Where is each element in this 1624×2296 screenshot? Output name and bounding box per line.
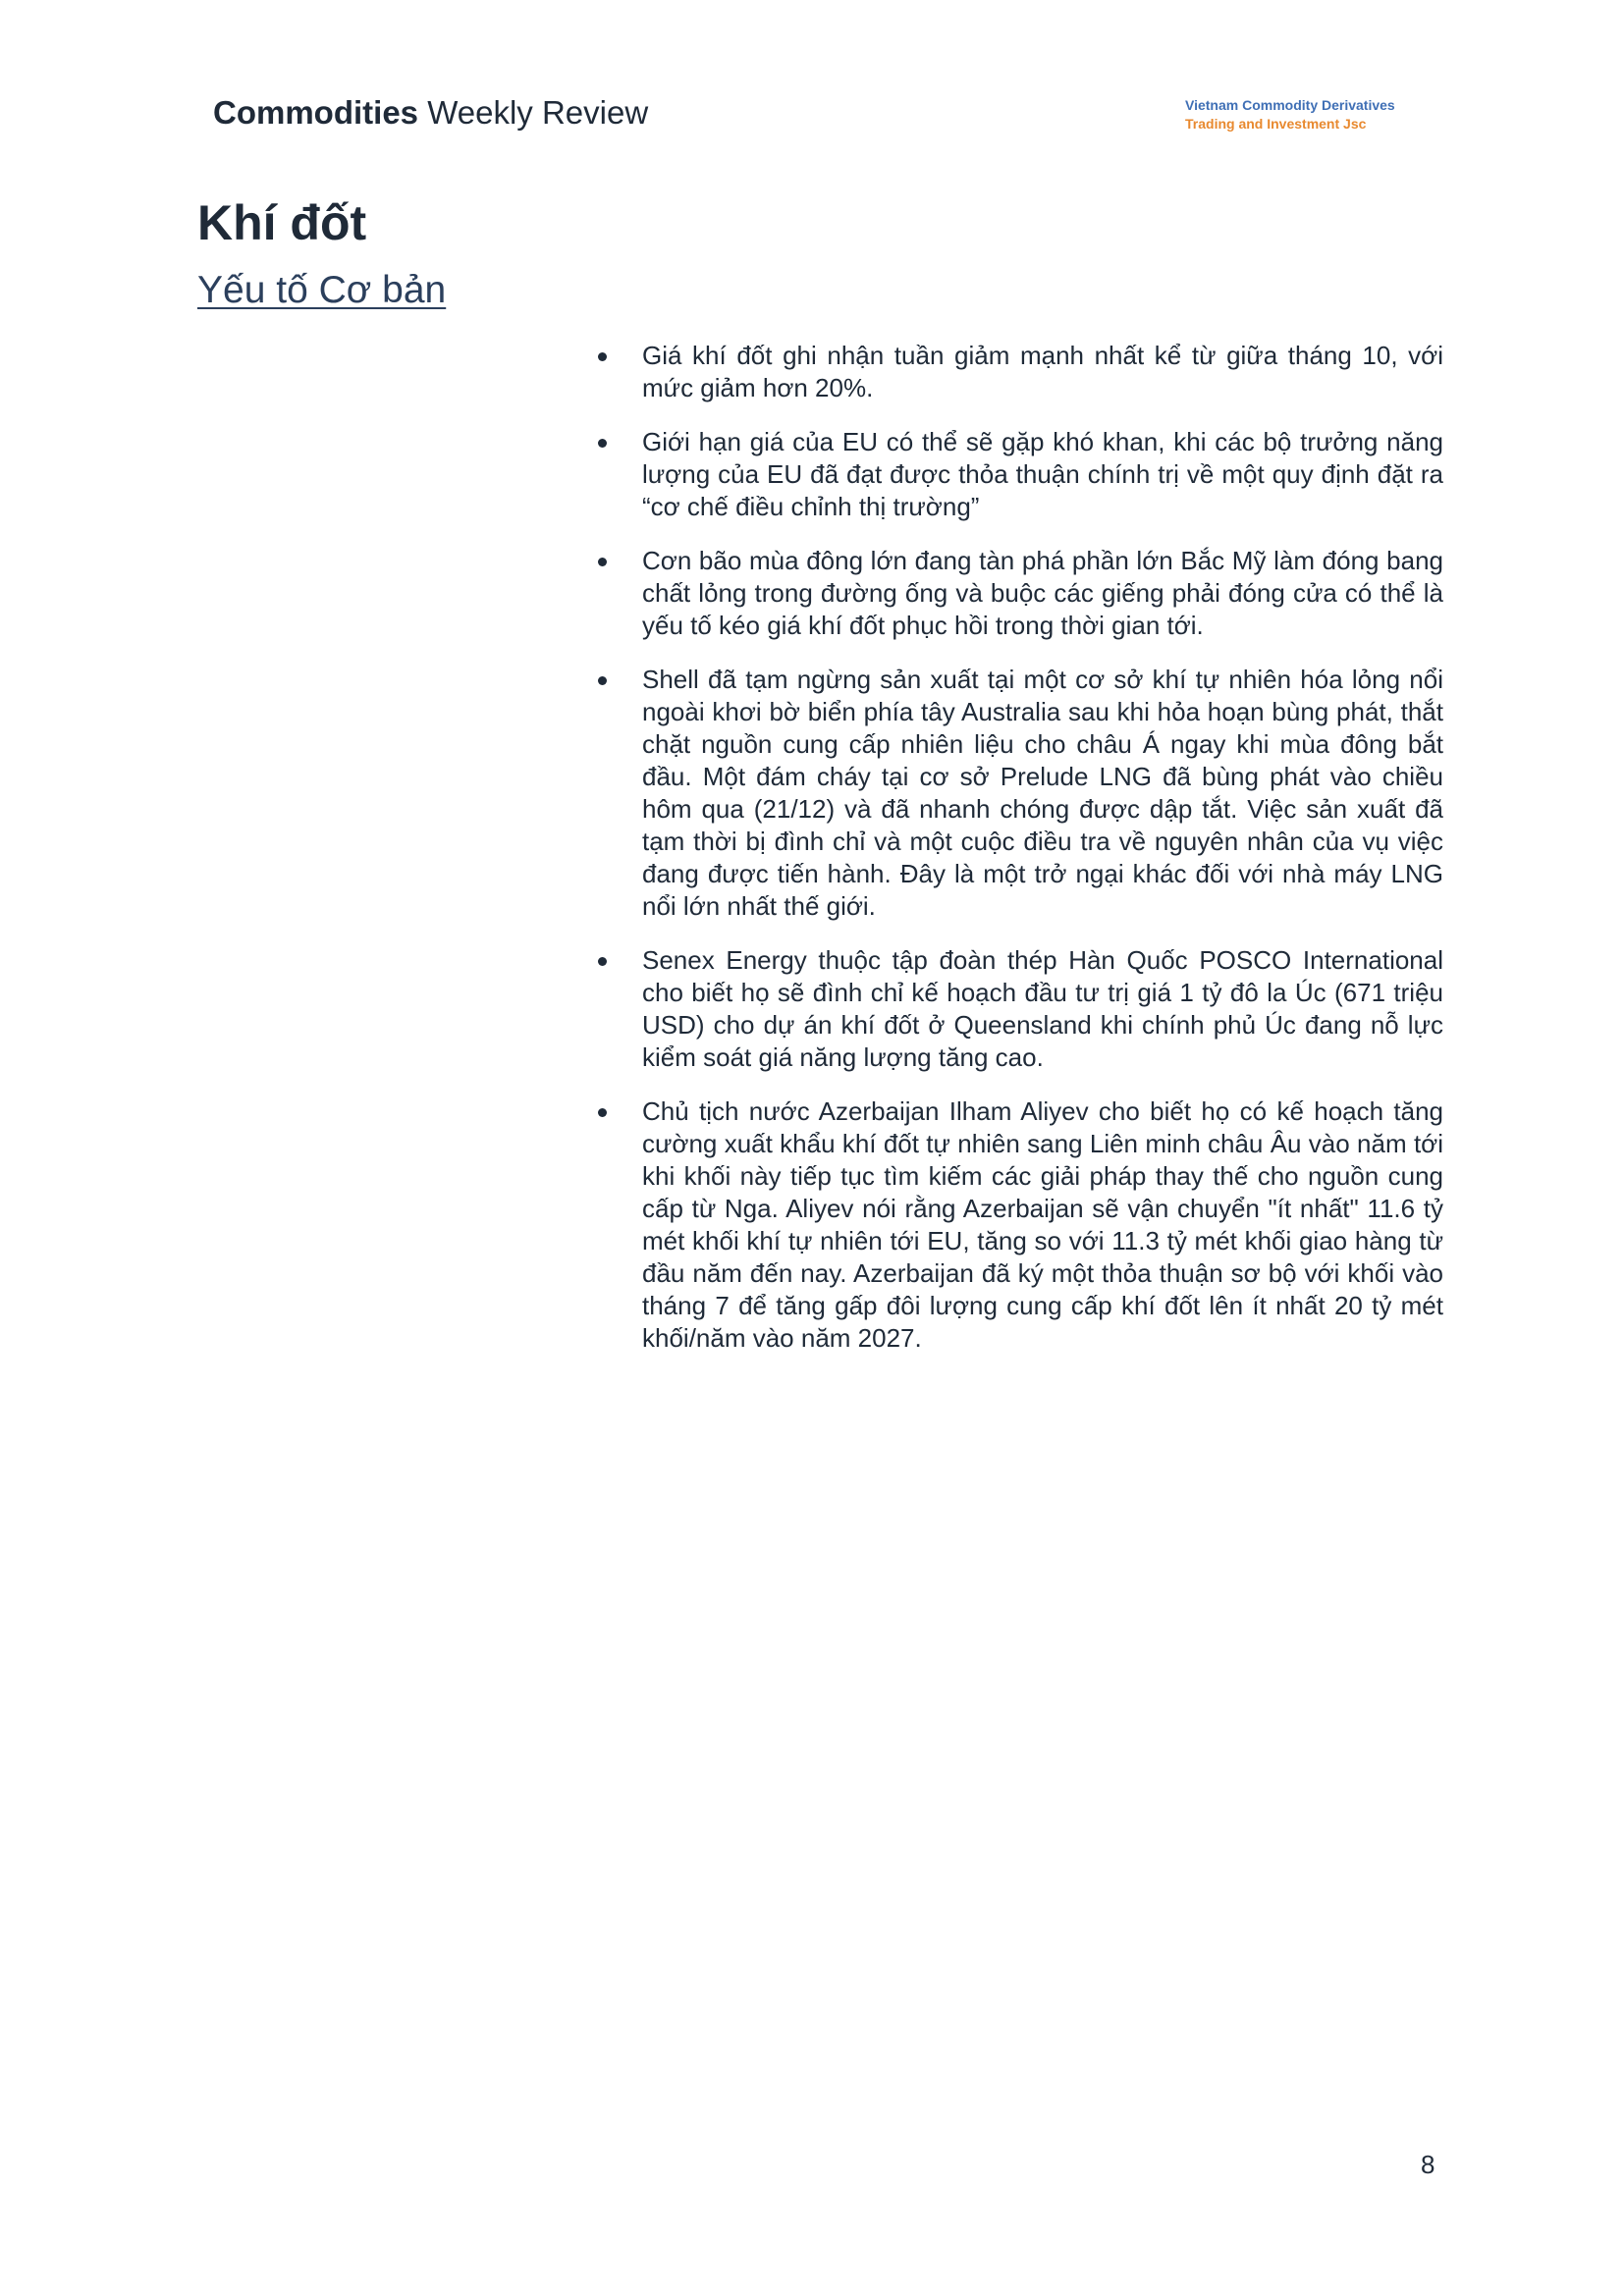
- bullet-dot-icon: [598, 1108, 607, 1117]
- bullet-dot-icon: [598, 439, 607, 448]
- section-title: Khí đốt: [197, 195, 367, 250]
- bullet-dot-icon: [598, 558, 607, 566]
- bullet-dot-icon: [598, 352, 607, 361]
- bullet-dot-icon: [598, 957, 607, 966]
- page-number: 8: [1421, 2150, 1435, 2179]
- bullet-list: [589, 340, 1443, 1376]
- bullet-item: [589, 545, 1443, 642]
- bullet-text: Giới hạn giá của EU có thể sẽ gặp khó khan, khi các bộ trưởng năng lượng của EU đã đạt được thỏa thuận chính trị về một quy định đặt ra “cơ chế điều chỉnh thị trường”: [642, 427, 1443, 521]
- company-name-line1: Vietnam Commodity Derivatives: [1185, 97, 1395, 113]
- company-logo: [1185, 96, 1395, 133]
- company-name-line2: Trading and Investment Jsc: [1185, 116, 1367, 132]
- report-title-bold: Commodities: [213, 94, 419, 131]
- bullet-item: [589, 426, 1443, 523]
- bullet-dot-icon: [598, 676, 607, 685]
- bullet-text: Senex Energy thuộc tập đoàn thép Hàn Quốc POSCO International cho biết họ sẽ đình chỉ kế hoạch đầu tư trị giá 1 tỷ đô la Úc (671 triệu USD) cho dự án khí đốt ở Queensland khi chính phủ Úc đang nỗ lực kiểm soát giá năng lượng tăng cao.: [642, 945, 1443, 1072]
- bullet-item: [589, 1095, 1443, 1355]
- bullet-text: Giá khí đốt ghi nhận tuần giảm mạnh nhất kể từ giữa tháng 10, với mức giảm hơn 20%.: [642, 341, 1443, 402]
- bullet-text: Cơn bão mùa đông lớn đang tàn phá phần lớn Bắc Mỹ làm đóng bang chất lỏng trong đường ống và buộc các giếng phải đóng cửa có thể là yếu tố kéo giá khí đốt phục hồi trong thời gian tới.: [642, 546, 1443, 640]
- bullet-item: [589, 664, 1443, 923]
- section-subtitle: Yếu tố Cơ bản: [197, 269, 447, 311]
- bullet-item: [589, 944, 1443, 1074]
- bullet-text: Chủ tịch nước Azerbaijan Ilham Aliyev cho biết họ có kế hoạch tăng cường xuất khẩu khí đốt tự nhiên sang Liên minh châu Âu vào năm tới khi khối này tiếp tục tìm kiếm các giải pháp thay thế cho nguồn cung cấp từ Nga. Aliyev nói rằng Azerbaijan sẽ vận chuyển "ít nhất" 11.6 tỷ mét khối khí tự nhiên tới EU, tăng so với 11.3 tỷ mét khối giao hàng từ đầu năm đến nay. Azerbaijan đã ký một thỏa thuận sơ bộ với khối vào tháng 7 để tăng gấp đôi lượng cung cấp khí đốt lên ít nhất 20 tỷ mét khối/năm vào năm 2027.: [642, 1096, 1443, 1353]
- report-title-rest: Weekly Review: [418, 94, 649, 131]
- bullet-text: Shell đã tạm ngừng sản xuất tại một cơ sở khí tự nhiên hóa lỏng nổi ngoài khơi bờ biển phía tây Australia sau khi hỏa hoạn bùng phát, thắt chặt nguồn cung cấp nhiên liệu cho châu Á ngay khi mùa đông bắt đầu. Một đám cháy tại cơ sở Prelude LNG đã bùng phát vào chiều hôm qua (21/12) và đã nhanh chóng được dập tắt. Việc sản xuất đã tạm thời bị đình chỉ và một cuộc điều tra về nguyên nhân của vụ việc đang được tiến hành. Đây là một trở ngại khác đối với nhà máy LNG nổi lớn nhất thế giới.: [642, 665, 1443, 921]
- bullet-item: [589, 340, 1443, 404]
- report-header-title: [213, 94, 648, 132]
